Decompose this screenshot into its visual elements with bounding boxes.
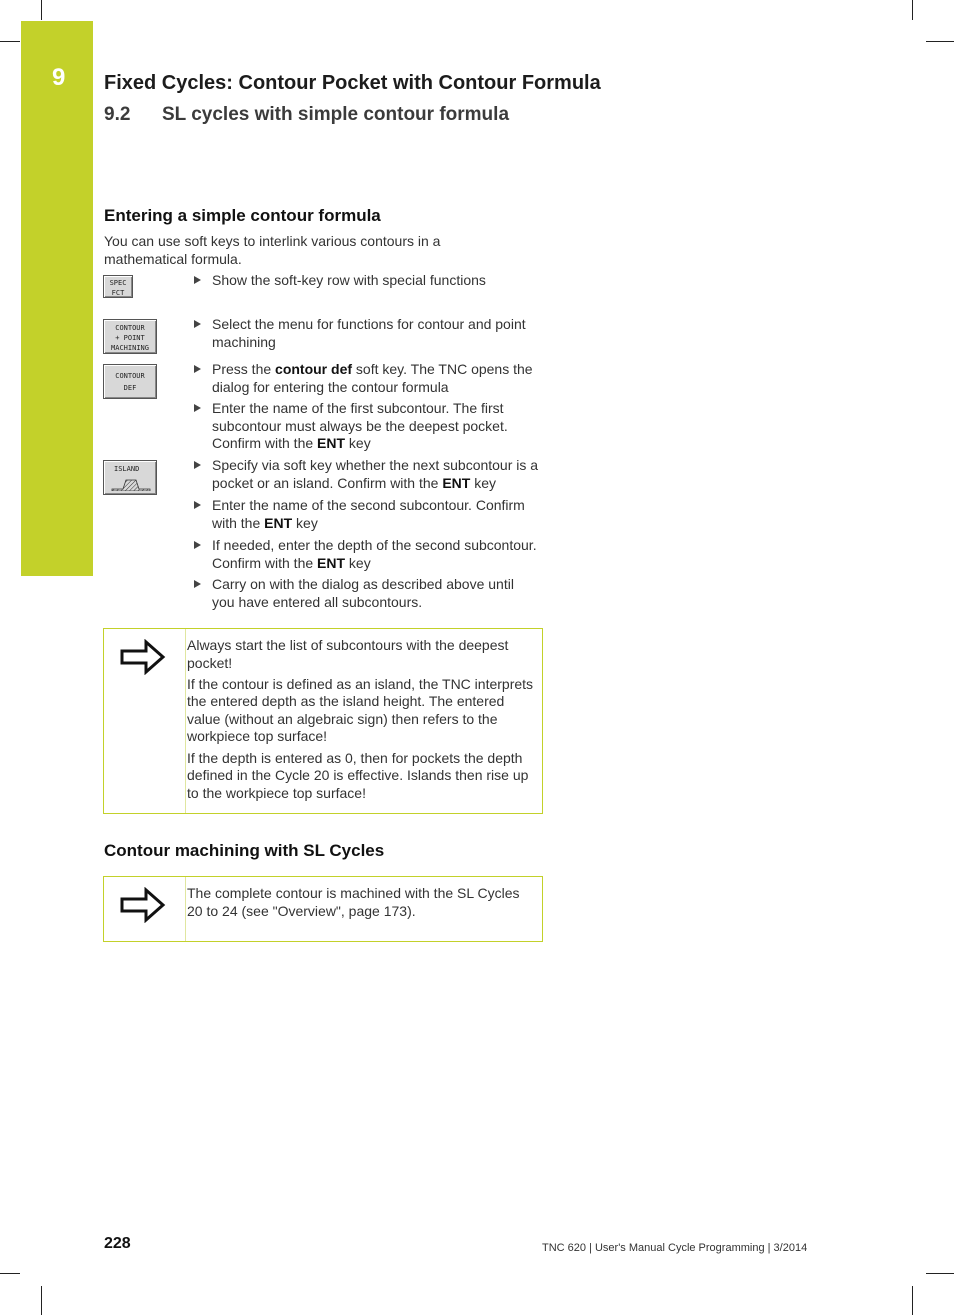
note-box: [103, 628, 543, 814]
step-text: Carry on with the dialog as described above until you have entered all subcontours.: [212, 576, 514, 610]
step-text: soft key. The TNC opens the dialog for entering the contour formula: [212, 361, 533, 395]
crop-mark: [0, 1273, 20, 1274]
step-text: Select the menu for functions for contour and point machining: [212, 316, 526, 350]
crop-mark: [912, 1286, 913, 1315]
key-label: FCT: [111, 289, 125, 297]
list-item: [194, 537, 540, 572]
bullet-triangle-icon: [194, 365, 201, 373]
step-keyword: contour def: [275, 361, 353, 377]
note-paragraph: If the depth is entered as 0, then for pockets the depth defined in the Cycle 20 is effective. Islands then rise up to the workpiece top surface!: [187, 749, 529, 801]
subsection-heading: Contour machining with SL Cycles: [104, 841, 385, 860]
note-divider: [185, 877, 186, 941]
chapter-tab: [21, 21, 93, 576]
crop-mark: [41, 0, 42, 20]
step-text: If needed, enter the depth of the second subcontour. Confirm with the: [212, 537, 537, 571]
step-text: Show the soft-key row with special functions: [212, 272, 486, 288]
footer-doc-info: TNC 620 | User's Manual Cycle Programming | 3/2014: [542, 1242, 808, 1254]
key-label: ISLAND: [114, 465, 140, 473]
note-box: [103, 876, 543, 942]
arrow-right-icon: [120, 887, 166, 923]
section-title: [104, 104, 509, 126]
key-label: CONTOUR: [115, 324, 145, 332]
step-text: Press the: [212, 361, 276, 377]
list-item: [194, 497, 540, 532]
list-item: [194, 272, 540, 290]
note-divider: [185, 629, 186, 813]
chapter-number: 9: [52, 64, 66, 91]
crop-mark: [0, 41, 20, 42]
key-label: + POINT: [115, 334, 145, 342]
key-label: MACHINING: [111, 344, 149, 352]
bullet-triangle-icon: [194, 461, 201, 469]
contour-def-softkey[interactable]: [103, 364, 157, 399]
island-icon: [111, 475, 151, 491]
list-item: [194, 316, 540, 351]
section-number: 9.2: [104, 104, 131, 125]
bullet-triangle-icon: [194, 276, 201, 284]
step-text: key: [292, 514, 318, 531]
key-label: DEF: [123, 384, 137, 392]
island-softkey[interactable]: [103, 460, 157, 495]
step-text: key: [470, 474, 497, 491]
note-paragraph: The complete contour is machined with the SL Cycles 20 to 24 (see "Overview", page 173).: [187, 885, 520, 919]
crop-mark: [926, 41, 954, 42]
key-label: CONTOUR: [115, 372, 145, 380]
step-text: Enter the name of the second subcontour. Confirm with the: [212, 497, 525, 531]
bullet-triangle-icon: [194, 404, 201, 412]
note-paragraph: Always start the list of subcontours with the deepest pocket!: [187, 637, 509, 671]
step-keyword: ENT: [264, 514, 293, 531]
step-keyword: ENT: [317, 435, 346, 452]
intro-paragraph: You can use soft keys to interlink various contours in a mathematical formula.: [104, 233, 441, 267]
spec-fct-key[interactable]: [103, 275, 133, 298]
subsection-heading: Entering a simple contour formula: [104, 206, 381, 225]
bullet-triangle-icon: [194, 580, 201, 588]
bullet-triangle-icon: [194, 320, 201, 328]
bullet-triangle-icon: [194, 541, 201, 549]
step-keyword: ENT: [442, 474, 471, 491]
crop-mark: [41, 1286, 42, 1315]
step-text: key: [345, 435, 371, 452]
step-text: Enter the name of the first subcontour. The first subcontour must always be the deepest pocket. Confirm with the: [212, 400, 508, 452]
list-item: [194, 457, 540, 492]
bullet-triangle-icon: [194, 501, 201, 509]
arrow-right-icon: [120, 639, 166, 675]
note-paragraph: If the contour is defined as an island, the TNC interprets the entered depth as the island height. The entered value (without an algebraic sign) then refers to the workpiece top surface!: [187, 675, 534, 745]
section-title-text: SL cycles with simple contour formula: [162, 104, 510, 125]
step-text: Specify via soft key whether the next subcontour is a pocket or an island. Confirm with the: [212, 457, 539, 491]
crop-mark: [912, 0, 913, 20]
chapter-title: Fixed Cycles: Contour Pocket with Contour Formula: [104, 72, 601, 94]
list-item: [194, 400, 540, 453]
page-number: 228: [104, 1235, 131, 1252]
crop-mark: [926, 1273, 954, 1274]
contour-point-machining-softkey[interactable]: [103, 319, 157, 354]
step-text: key: [345, 554, 371, 571]
list-item: [194, 576, 540, 611]
step-keyword: ENT: [317, 554, 346, 571]
list-item: [194, 361, 540, 396]
key-label: SPEC: [109, 279, 127, 287]
